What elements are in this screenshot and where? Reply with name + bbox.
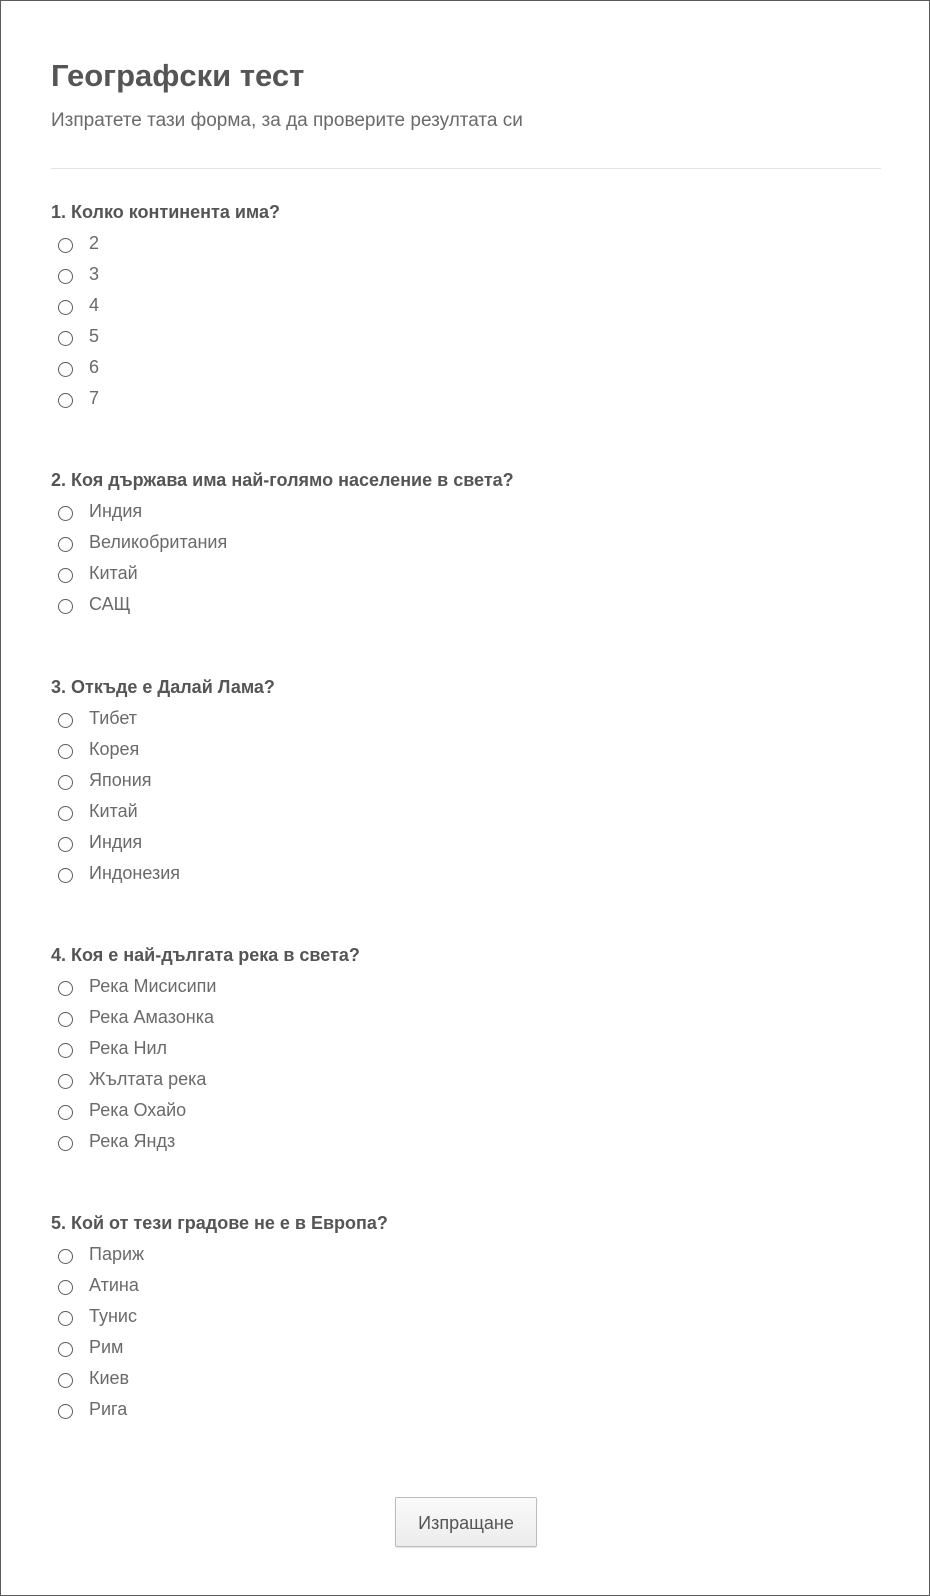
- option-label: 6: [89, 357, 100, 377]
- option-q3-china[interactable]: [51, 800, 881, 831]
- option-q2-china[interactable]: [51, 562, 881, 593]
- option-q4-yellow[interactable]: [51, 1068, 881, 1099]
- option-label: САЩ: [89, 594, 131, 614]
- option-q2-uk[interactable]: [51, 531, 881, 562]
- radio-button[interactable]: [58, 868, 73, 883]
- radio-button[interactable]: [58, 713, 73, 728]
- option-q4-mississippi[interactable]: [51, 975, 881, 1006]
- option-q3-india[interactable]: [51, 831, 881, 862]
- radio-button[interactable]: [58, 506, 73, 521]
- option-q4-nile[interactable]: [51, 1037, 881, 1068]
- option-q3-tibet[interactable]: [51, 707, 881, 738]
- question-title: 1. Колко континента има?: [51, 202, 280, 222]
- option-q1-2[interactable]: [51, 232, 881, 263]
- radio-button[interactable]: [58, 1012, 73, 1027]
- option-label: Париж: [89, 1244, 145, 1264]
- option-list: [51, 500, 881, 624]
- option-q3-korea[interactable]: [51, 738, 881, 769]
- option-q1-3[interactable]: [51, 263, 881, 294]
- question-4: [51, 943, 881, 1161]
- option-label: Киев: [89, 1368, 130, 1388]
- question-title: 4. Коя е най-дългата река в света?: [51, 945, 360, 965]
- option-label: Рим: [89, 1337, 124, 1357]
- question-title: 2. Коя държава има най-голямо население в света?: [51, 470, 514, 490]
- radio-button[interactable]: [58, 300, 73, 315]
- option-q3-indonesia[interactable]: [51, 862, 881, 893]
- option-label: Великобритания: [89, 532, 228, 552]
- option-q5-athens[interactable]: [51, 1274, 881, 1305]
- option-q2-india[interactable]: [51, 500, 881, 531]
- option-label: Река Нил: [89, 1038, 168, 1058]
- radio-button[interactable]: [58, 362, 73, 377]
- radio-button[interactable]: [58, 1105, 73, 1120]
- option-label: Китай: [89, 801, 138, 821]
- option-label: Китай: [89, 563, 138, 583]
- radio-button[interactable]: [58, 1280, 73, 1295]
- option-label: Тунис: [89, 1306, 137, 1326]
- option-list: [51, 975, 881, 1161]
- option-q2-usa[interactable]: [51, 593, 881, 624]
- radio-button[interactable]: [58, 806, 73, 821]
- radio-button[interactable]: [58, 238, 73, 253]
- radio-button[interactable]: [58, 1249, 73, 1264]
- radio-button[interactable]: [58, 599, 73, 614]
- option-q5-rome[interactable]: [51, 1336, 881, 1367]
- question-title: 5. Кой от тези градове не е в Европа?: [51, 1213, 388, 1233]
- option-label: Индонезия: [89, 863, 181, 883]
- option-q5-paris[interactable]: [51, 1243, 881, 1274]
- radio-button[interactable]: [58, 393, 73, 408]
- radio-button[interactable]: [58, 331, 73, 346]
- option-label: Япония: [89, 770, 152, 790]
- option-label: Река Амазонка: [89, 1007, 214, 1027]
- option-label: 4: [89, 295, 100, 315]
- radio-button[interactable]: [58, 1043, 73, 1058]
- radio-button[interactable]: [58, 1373, 73, 1388]
- form-title: Географски тест: [51, 58, 305, 93]
- question-3: [51, 675, 881, 893]
- option-label: Тибет: [89, 708, 138, 728]
- option-label: Жълтата река: [89, 1069, 207, 1089]
- question-2: [51, 468, 881, 624]
- option-q5-riga[interactable]: [51, 1398, 881, 1429]
- option-label: Корея: [89, 739, 140, 759]
- option-q4-amazon[interactable]: [51, 1006, 881, 1037]
- option-label: Индия: [89, 832, 143, 852]
- radio-button[interactable]: [58, 269, 73, 284]
- option-label: Река Мисисипи: [89, 976, 217, 996]
- submit-button[interactable]: Изпращане: [395, 1497, 537, 1547]
- radio-button[interactable]: [58, 1404, 73, 1419]
- question-1: [51, 200, 881, 418]
- option-q5-tunis[interactable]: [51, 1305, 881, 1336]
- option-label: 7: [89, 388, 100, 408]
- option-q1-4[interactable]: [51, 294, 881, 325]
- radio-button[interactable]: [58, 1311, 73, 1326]
- option-label: 2: [89, 233, 100, 253]
- radio-button[interactable]: [58, 837, 73, 852]
- option-list: [51, 1243, 881, 1429]
- option-label: 5: [89, 326, 100, 346]
- radio-button[interactable]: [58, 568, 73, 583]
- header-divider: [51, 168, 881, 169]
- option-q1-5[interactable]: [51, 325, 881, 356]
- option-label: Река Яндз: [89, 1131, 176, 1151]
- option-label: Река Охайо: [89, 1100, 187, 1120]
- option-list: [51, 232, 881, 418]
- radio-button[interactable]: [58, 1342, 73, 1357]
- option-label: Индия: [89, 501, 143, 521]
- radio-button[interactable]: [58, 1136, 73, 1151]
- radio-button[interactable]: [58, 537, 73, 552]
- form-subtitle: Изпратете тази форма, за да проверите резултата си: [51, 110, 523, 131]
- option-q4-yangtze[interactable]: [51, 1130, 881, 1161]
- radio-button[interactable]: [58, 775, 73, 790]
- option-q4-ohio[interactable]: [51, 1099, 881, 1130]
- option-q1-6[interactable]: [51, 356, 881, 387]
- option-label: 3: [89, 264, 100, 284]
- option-label: Рига: [89, 1399, 128, 1419]
- question-5: [51, 1211, 881, 1429]
- option-list: [51, 707, 881, 893]
- question-title: 3. Откъде е Далай Лама?: [51, 677, 275, 697]
- radio-button[interactable]: [58, 744, 73, 759]
- option-label: Атина: [89, 1275, 139, 1295]
- option-q5-kyiv[interactable]: [51, 1367, 881, 1398]
- option-q3-japan[interactable]: [51, 769, 881, 800]
- radio-button[interactable]: [58, 1074, 73, 1089]
- option-q1-7[interactable]: [51, 387, 881, 418]
- radio-button[interactable]: [58, 981, 73, 996]
